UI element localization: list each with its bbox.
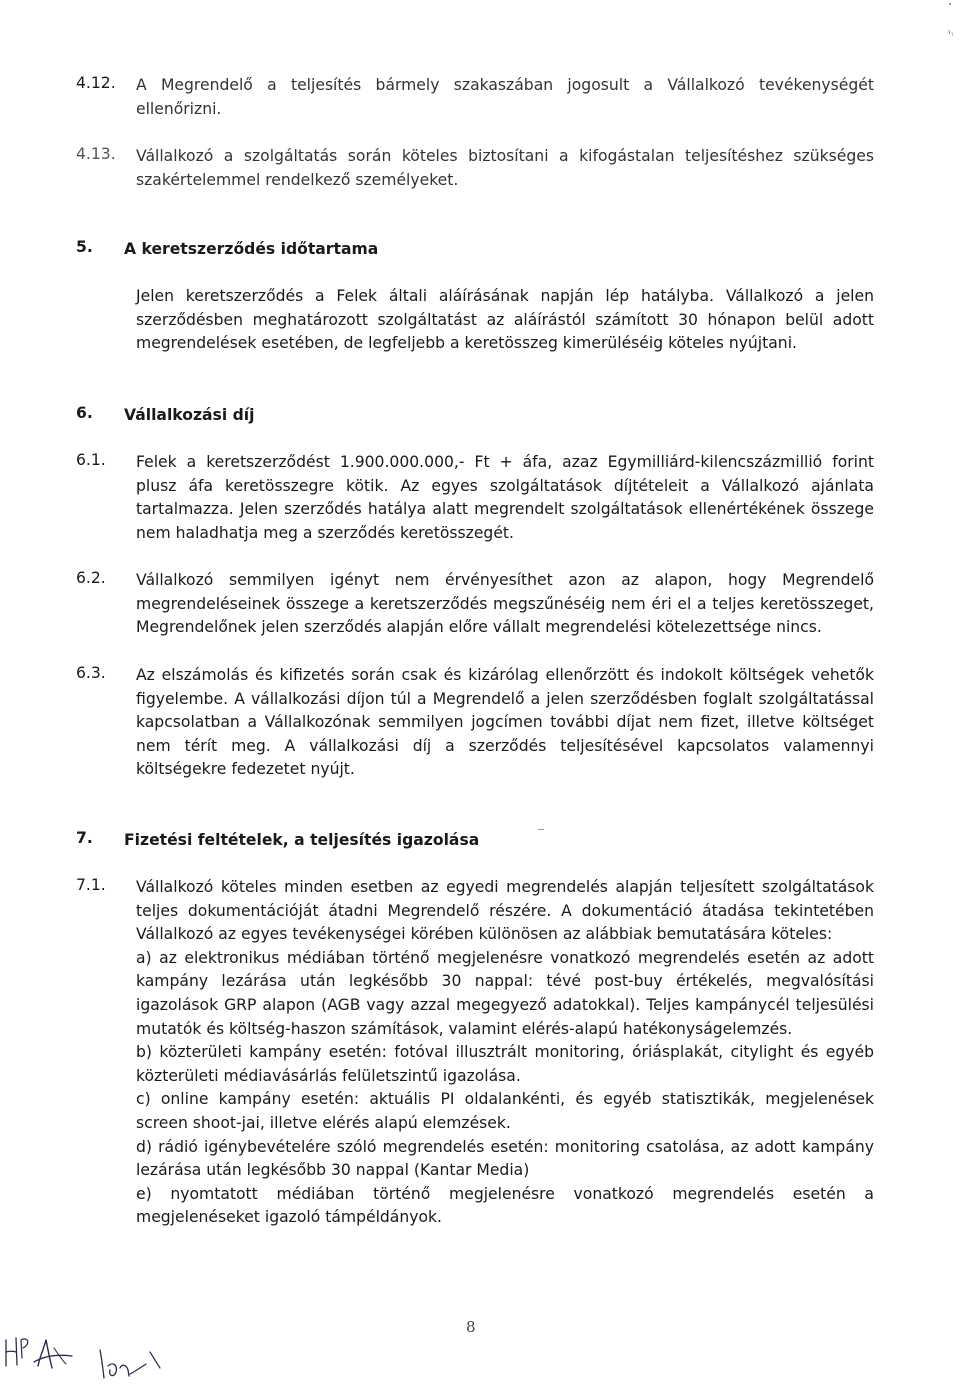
clause-paragraph-c: c) online kampány esetén: aktuális PI oldalankénti, és egyéb statisztikák, megjelenések screen shoot-jai, illetve elérés alapú elemzések.	[136, 1088, 874, 1135]
clause-6-2	[76, 569, 874, 640]
section-7-heading	[76, 829, 874, 853]
section-text: Jelen keretszerződés a Felek általi aláírásának napján lép hatályba. Vállalkozó a jelen szerződésben meghatározott szolgáltatást az aláírástól számított 30 hónapon belül adott megrendelések esetében, de legfeljebb a keretösszeg kimerüléséig köteles nyújtani.	[136, 285, 874, 356]
section-number: 5.	[76, 238, 136, 256]
clause-number: 4.13.	[76, 145, 136, 163]
clause-7-1	[76, 876, 874, 1230]
handwritten-signature	[0, 1318, 200, 1395]
section-number: 7.	[76, 829, 136, 847]
section-5-body	[76, 285, 874, 356]
clause-number: 6.2.	[76, 569, 136, 587]
clause-number: 6.3.	[76, 664, 136, 682]
section-title: Vállalkozási díj	[124, 404, 874, 428]
clause-paragraph-a: a) az elektronikus médiában történő megjelenésre vonatkozó megrendelés esetén az adott kampány lezárása után legkésőbb 30 nappal: tévé post-buy értékelés, megvalósítási igazolások GRP alapon (AGB vagy azzal megegyező adatokkal). Teljes kampánycél teljesülési mutatók és költség-haszon számítások, valamint elérés-alapú hatékonyságelemzés.	[136, 947, 874, 1041]
clause-text: Felek a keretszerződést 1.900.000.000,- Ft + áfa, azaz Egymilliárd-kilencszázmillió forint plusz áfa keretösszegre kötik. Az egyes szolgáltatások díjtételeit a Vállalkozó ajánlata tartalmazza. Jelen szerződés hatálya alatt megrendelt szolgáltatások ellenértékének összege nem haladhatja meg a szerződés keretösszegét.	[136, 451, 874, 545]
clause-text: Az elszámolás és kifizetés során csak és kizárólag ellenőrzött és indokolt költségek vehetők figyelembe. A vállalkozási díjon túl a Megrendelő a jelen szerződésben foglalt szolgáltatással kapcsolatban a Vállalkozónak semmilyen jogcímen további díjat nem fizet, illetve költséget nem térít meg. A vállalkozási díj a szerződés teljesítésével kapcsolatos valamennyi költségekre fedezetet nyújt.	[136, 664, 874, 782]
section-number: 6.	[76, 404, 136, 422]
section-5-heading	[76, 238, 874, 262]
clause-number: 7.1.	[76, 876, 136, 894]
clause-text	[136, 876, 874, 1230]
clause-number: 6.1.	[76, 451, 136, 469]
scan-artifact	[538, 829, 544, 830]
clause-6-3	[76, 664, 874, 782]
clause-paragraph-d: d) rádió igénybevételére szóló megrendelés esetén: monitoring csatolása, az adott kampány lezárása után legkésőbb 30 nappal (Kantar Media)	[136, 1136, 874, 1183]
clause-number: 4.12.	[76, 74, 136, 92]
section-6-heading	[76, 404, 874, 428]
clause-text: Vállalkozó a szolgáltatás során köteles biztosítani a kifogástalan teljesítéshez szükséges szakértelemmel rendelkező személyeket.	[136, 145, 874, 192]
section-title: Fizetési feltételek, a teljesítés igazolása	[124, 829, 874, 853]
clause-paragraph-b: b) közterületi kampány esetén: fotóval illusztrált monitoring, óriásplakát, citylight és egyéb közterületi médiavásárlás felületszintű igazolása.	[136, 1041, 874, 1088]
clause-paragraph: Vállalkozó köteles minden esetben az egyedi megrendelés alapján teljesített szolgáltatások teljes dokumentációját átadni Megrendelő részére. A dokumentáció átadása tekintetében Vállalkozó az egyes tevékenységei körében különösen az alábbiak bemutatására köteles:	[136, 876, 874, 947]
clause-6-1	[76, 451, 874, 545]
clause-text: Vállalkozó semmilyen igényt nem érvényesíthet azon az alapon, hogy Megrendelő megrendeléseinek összege a keretszerződés megszűnéséig nem éri el a teljes keretösszeget, Megrendelőnek jelen szerződés alapján előre vállalt megrendelési kötelezettsége nincs.	[136, 569, 874, 640]
page-number: 8	[466, 1318, 476, 1336]
clause-text: A Megrendelő a teljesítés bármely szakaszában jogosult a Vállalkozó tevékenységét ellenőrizni.	[136, 74, 874, 121]
clause-4-13	[76, 145, 874, 192]
scan-corner-marks	[924, 0, 954, 40]
clause-4-12	[76, 74, 874, 121]
clause-paragraph-e: e) nyomtatott médiában történő megjelenésre vonatkozó megrendelés esetén a megjelenéseket igazoló támpéldányok.	[136, 1183, 874, 1230]
section-title: A keretszerződés időtartama	[124, 238, 874, 262]
